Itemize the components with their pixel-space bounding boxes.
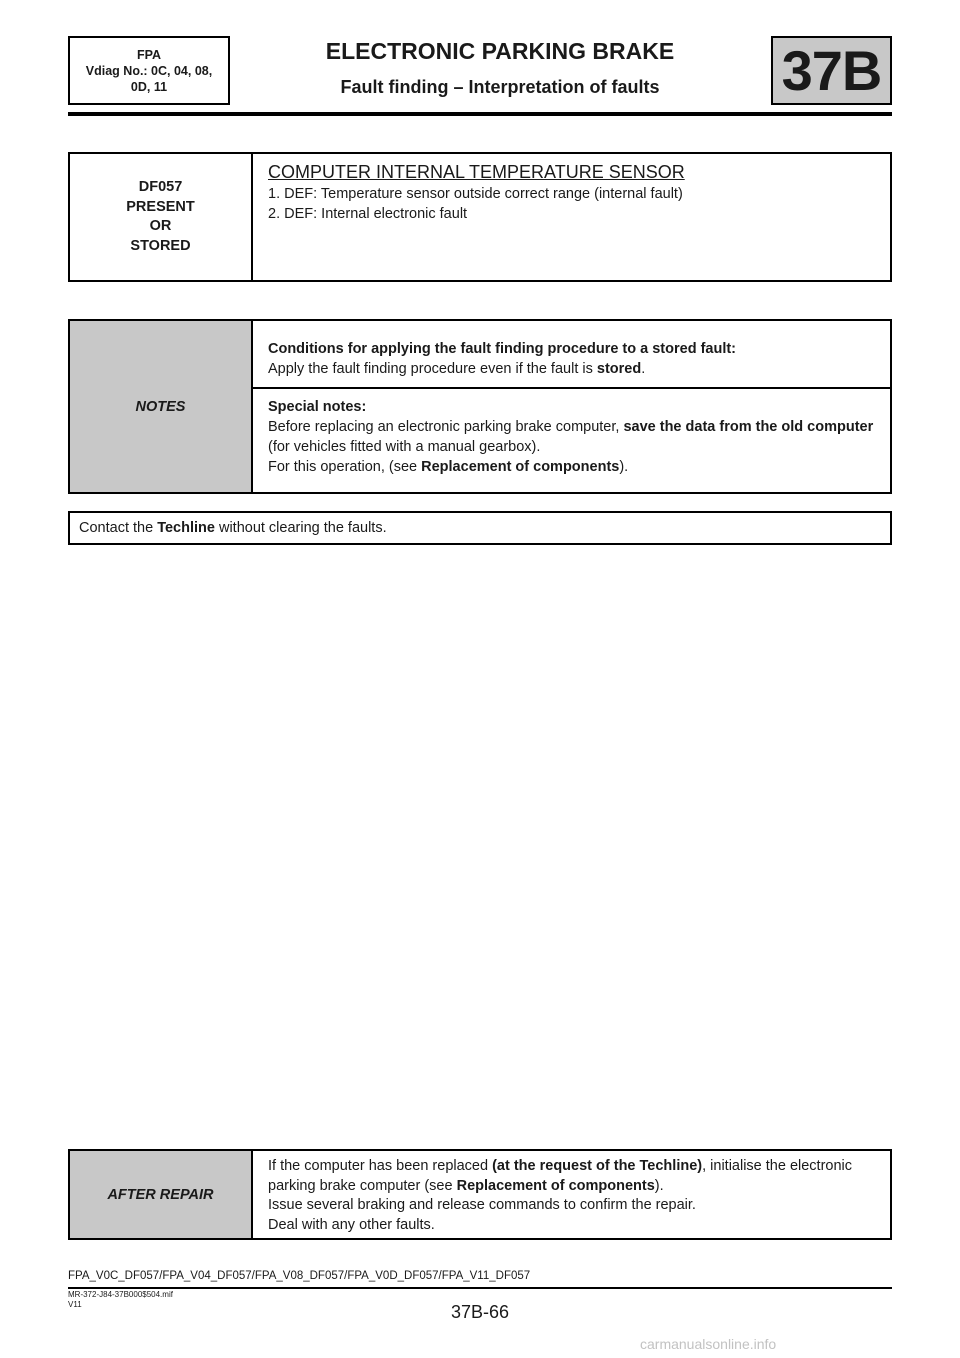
special-bold: save the data from the old computer	[623, 419, 874, 435]
special-text: For this operation, (see	[268, 459, 422, 475]
page-number: 37B-66	[450, 1302, 510, 1322]
fault-box	[68, 152, 892, 282]
footer-divider	[68, 1287, 892, 1289]
special-heading: Special notes:	[268, 399, 367, 415]
special-text: ).	[619, 459, 629, 475]
fault-status-line: STORED	[130, 237, 191, 254]
vehicle-line: 0D, 11	[130, 79, 168, 94]
document-reference	[68, 1290, 173, 1310]
after-repair-text	[268, 1157, 883, 1235]
fault-status	[70, 154, 253, 280]
page-title: ELECTRONIC PARKING BRAKE	[325, 38, 675, 64]
replacement-link: Replacement of components	[421, 459, 620, 475]
after-line: Issue several braking and release commands to confirm the repair.	[268, 1197, 696, 1213]
header-divider	[68, 112, 892, 116]
mr-line: MR-372-J84-37B000$504.mif	[68, 1290, 173, 1299]
fault-reference: FPA_V0C_DF057/FPA_V04_DF057/FPA_V08_DF057/FPA_V0D_DF057/FPA_V11_DF057	[68, 1270, 531, 1282]
techline-bold: Techline	[157, 520, 215, 536]
fault-def: 2. DEF: Internal electronic fault	[268, 205, 468, 222]
vehicle-line: Vdiag No.: 0C, 04, 08,	[85, 63, 213, 78]
section-code: 37B	[771, 36, 892, 105]
fault-description	[268, 162, 878, 224]
notes-box	[68, 319, 892, 494]
mr-line: V11	[68, 1300, 82, 1309]
notes-special	[253, 389, 890, 492]
contact-text: Contact the	[79, 520, 158, 536]
special-text: (for vehicles fitted with a manual gearbox).	[268, 439, 541, 455]
notes-label: NOTES	[70, 321, 253, 492]
contact-text: without clearing the faults.	[214, 520, 387, 536]
after-bold: Replacement of components	[456, 1177, 655, 1194]
special-text: Before replacing an electronic parking brake computer,	[268, 419, 624, 435]
fault-status-line: PRESENT	[126, 198, 195, 215]
after-text: ).	[654, 1177, 664, 1194]
vehicle-info-box	[68, 36, 230, 105]
after-bold: (at the request of the Techline)	[492, 1158, 703, 1174]
conditions-text: Apply the fault finding procedure even if the fault is	[268, 361, 597, 377]
fault-code: DF057	[138, 179, 183, 195]
fault-status-line: OR	[149, 218, 172, 234]
contact-box	[68, 511, 892, 545]
after-line: Deal with any other faults.	[268, 1216, 435, 1233]
after-repair-box	[68, 1149, 892, 1240]
after-text: If the computer has been replaced	[268, 1158, 493, 1174]
fault-def: 1. DEF: Temperature sensor outside correct range (internal fault)	[268, 186, 683, 202]
watermark: carmanualsonline.info	[640, 1336, 777, 1352]
page-subtitle: Fault finding – Interpretation of faults	[340, 77, 660, 97]
notes-conditions	[253, 321, 890, 389]
conditions-end: .	[641, 361, 646, 377]
conditions-bold: stored	[596, 361, 642, 377]
vehicle-line: FPA	[136, 47, 162, 62]
conditions-heading: Conditions for applying the fault finding procedure to a stored fault:	[268, 341, 737, 357]
after-repair-label: AFTER REPAIR	[70, 1151, 253, 1238]
fault-title: COMPUTER INTERNAL TEMPERATURE SENSOR	[268, 162, 685, 182]
after-text: , initialise the electronic parking brake computer (see	[268, 1158, 853, 1194]
